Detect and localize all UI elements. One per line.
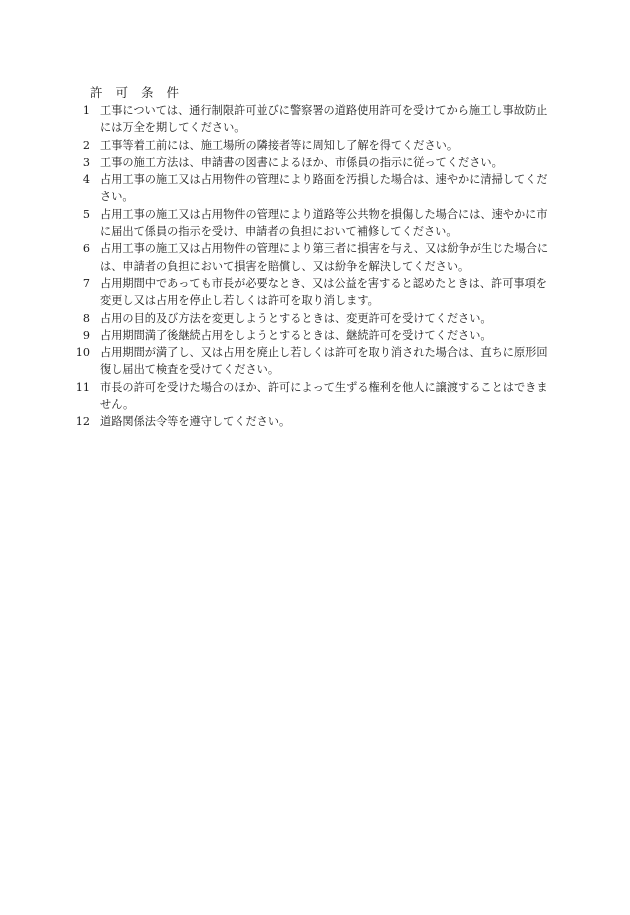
- condition-number: 10: [75, 346, 90, 360]
- condition-item: [75, 327, 555, 344]
- condition-item: [75, 240, 555, 275]
- condition-number: 5: [82, 207, 90, 221]
- condition-number: 11: [75, 380, 90, 394]
- condition-item: [75, 275, 555, 310]
- condition-item: [75, 206, 555, 241]
- condition-text: 占用工事の施工又は占用物件の管理により路面を汚損した場合は、速やかに清掃してください。: [100, 173, 548, 204]
- condition-number: 7: [82, 276, 90, 290]
- condition-item: [75, 379, 555, 414]
- condition-item: [75, 137, 555, 154]
- condition-item: [75, 171, 555, 206]
- condition-text: 占用期間満了後継続占用をしようとするときは、継続許可を受けてください。: [100, 328, 492, 342]
- condition-number: 6: [82, 242, 90, 256]
- condition-item: [75, 154, 555, 171]
- condition-text: 道路関係法令等を遵守してください。: [100, 415, 291, 429]
- conditions-list: [75, 102, 555, 431]
- condition-item: [75, 344, 555, 379]
- condition-number: 8: [82, 311, 90, 325]
- condition-item: [75, 310, 555, 327]
- condition-number: 9: [82, 328, 90, 342]
- condition-text: 占用期間が満了し、又は占用を廃止し若しくは許可を取り消された場合は、直ちに原形回復し届出て検査を受けてください。: [100, 346, 548, 377]
- condition-text: 占用工事の施工又は占用物件の管理により道路等公共物を損傷した場合には、速やかに市に届出て係員の指示を受け、申請者の負担において補修してください。: [100, 207, 548, 239]
- condition-text: 占用工事の施工又は占用物件の管理により第三者に損害を与え、又は紛争が生じた場合には、申請者の負担において損害を賠償し、又は紛争を解決してください。: [100, 242, 549, 273]
- condition-number: 1: [82, 104, 90, 117]
- condition-text: 占用期間中であっても市長が必要なとき、又は公益を害すると認めたときは、許可事項を変更し又は占用を停止し若しくは許可を取り消します。: [100, 276, 547, 308]
- condition-text: 市長の許可を受けた場合のほか、許可によって生ずる権利を他人に譲渡することはできません。: [100, 380, 548, 412]
- condition-item: [75, 102, 555, 137]
- condition-text: 工事等着工前には、施工場所の隣接者等に周知し了解を得てください。: [100, 138, 459, 152]
- condition-item: [75, 413, 555, 430]
- condition-number: 3: [82, 155, 90, 169]
- condition-number: 2: [82, 138, 90, 152]
- condition-text: 工事の施工方法は、申請書の図書によるほか、市係員の指示に従ってください。: [100, 155, 503, 169]
- condition-text: 占用の目的及び方法を変更しようとするときは、変更許可を受けてください。: [100, 311, 492, 325]
- document-title: 許可条件: [90, 85, 193, 100]
- condition-text: 工事については、通行制限許可並びに警察署の道路使用許可を受けてから施工し事故防止には万全を期してください。: [100, 104, 548, 135]
- condition-number: 4: [82, 173, 90, 187]
- condition-number: 12: [75, 415, 90, 429]
